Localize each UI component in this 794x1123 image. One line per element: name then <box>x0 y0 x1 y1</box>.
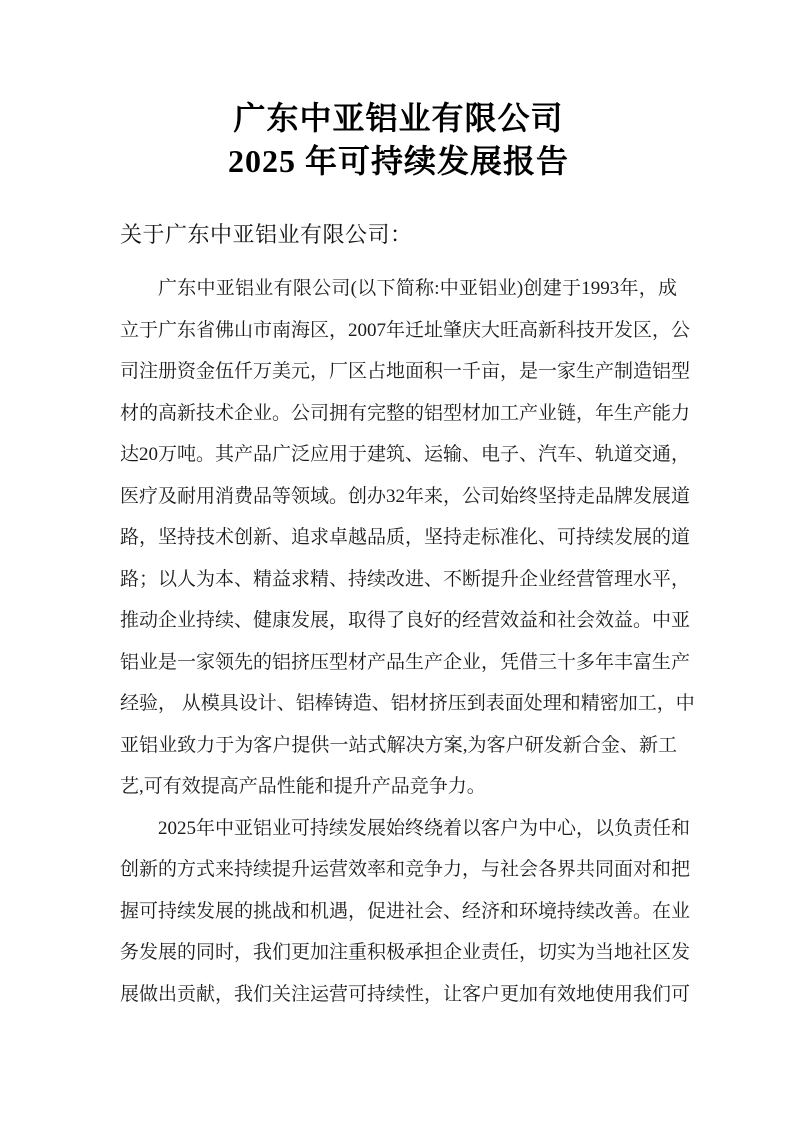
text-line: 推动企业持续、健康发展，取得了良好的经营效益和社会效益。中亚 <box>120 610 691 631</box>
title-line-company: 广东中亚铝业有限公司 <box>233 100 564 136</box>
text-line: 艺,可有效提高产品性能和提升产品竞争力。 <box>120 776 486 797</box>
text-line: 务发展的同时，我们更加注重积极承担企业责任，切实为当地社区发 <box>120 942 691 963</box>
text-line: 路；以人为本、精益求精、持续改进、不断提升企业经营管理水平， <box>120 568 691 590</box>
text-line: 亚铝业致力于为客户提供一站式解决方案,为客户研发新合金、新工 <box>120 734 677 756</box>
text-line: 医疗及耐用消费品等领域。创办32年来，公司始终坚持走品牌发展道 <box>120 485 691 507</box>
text-line: 材的高新技术企业。公司拥有完整的铝型材加工产业链，年生产能力 <box>120 402 691 424</box>
text-line: 路，坚持技术创新、追求卓越品质，坚持走标准化、可持续发展的道 <box>120 527 691 548</box>
title-line-report: 2025 年可持续发展报告 <box>227 143 569 179</box>
section-heading-about: 关于广东中亚铝业有限公司： <box>120 222 413 247</box>
text-line: 经验， 从模具设计、铝棒铸造、铝材挤压到表面处理和精密加工，中 <box>120 693 695 714</box>
paragraph-company-introduction <box>120 268 695 808</box>
text-line: 创新的方式来持续提升运营效率和竞争力，与社会各界共同面对和把 <box>120 859 691 880</box>
text-line: 握可持续发展的挑战和机遇，促进社会、经济和环境持续改善。在业 <box>120 900 691 922</box>
text-line: 展做出贡献，我们关注运营可持续性，让客户更加有效地使用我们可 <box>120 983 691 1005</box>
document-title <box>120 97 677 183</box>
text-line: 2025年中亚铝业可持续发展始终绕着以客户为中心，以负责任和 <box>158 817 691 839</box>
page-content <box>120 0 695 1015</box>
text-line: 司注册资金伍仟万美元，厂区占地面积一千亩，是一家生产制造铝型 <box>120 361 691 382</box>
document-body <box>120 268 695 1015</box>
text-line: 达20万吨。其产品广泛应用于建筑、运输、电子、汽车、轨道交通， <box>120 444 691 465</box>
text-line: 立于广东省佛山市南海区，2007年迁址肇庆大旺高新科技开发区，公 <box>120 319 691 341</box>
text-line: 铝业是一家领先的铝挤压型材产品生产企业，凭借三十多年丰富生产 <box>120 651 691 673</box>
paragraph-sustainability-commitment <box>120 808 691 1016</box>
text-line: 广东中亚铝业有限公司(以下简称:中亚铝业)创建于1993年，成 <box>158 278 677 299</box>
